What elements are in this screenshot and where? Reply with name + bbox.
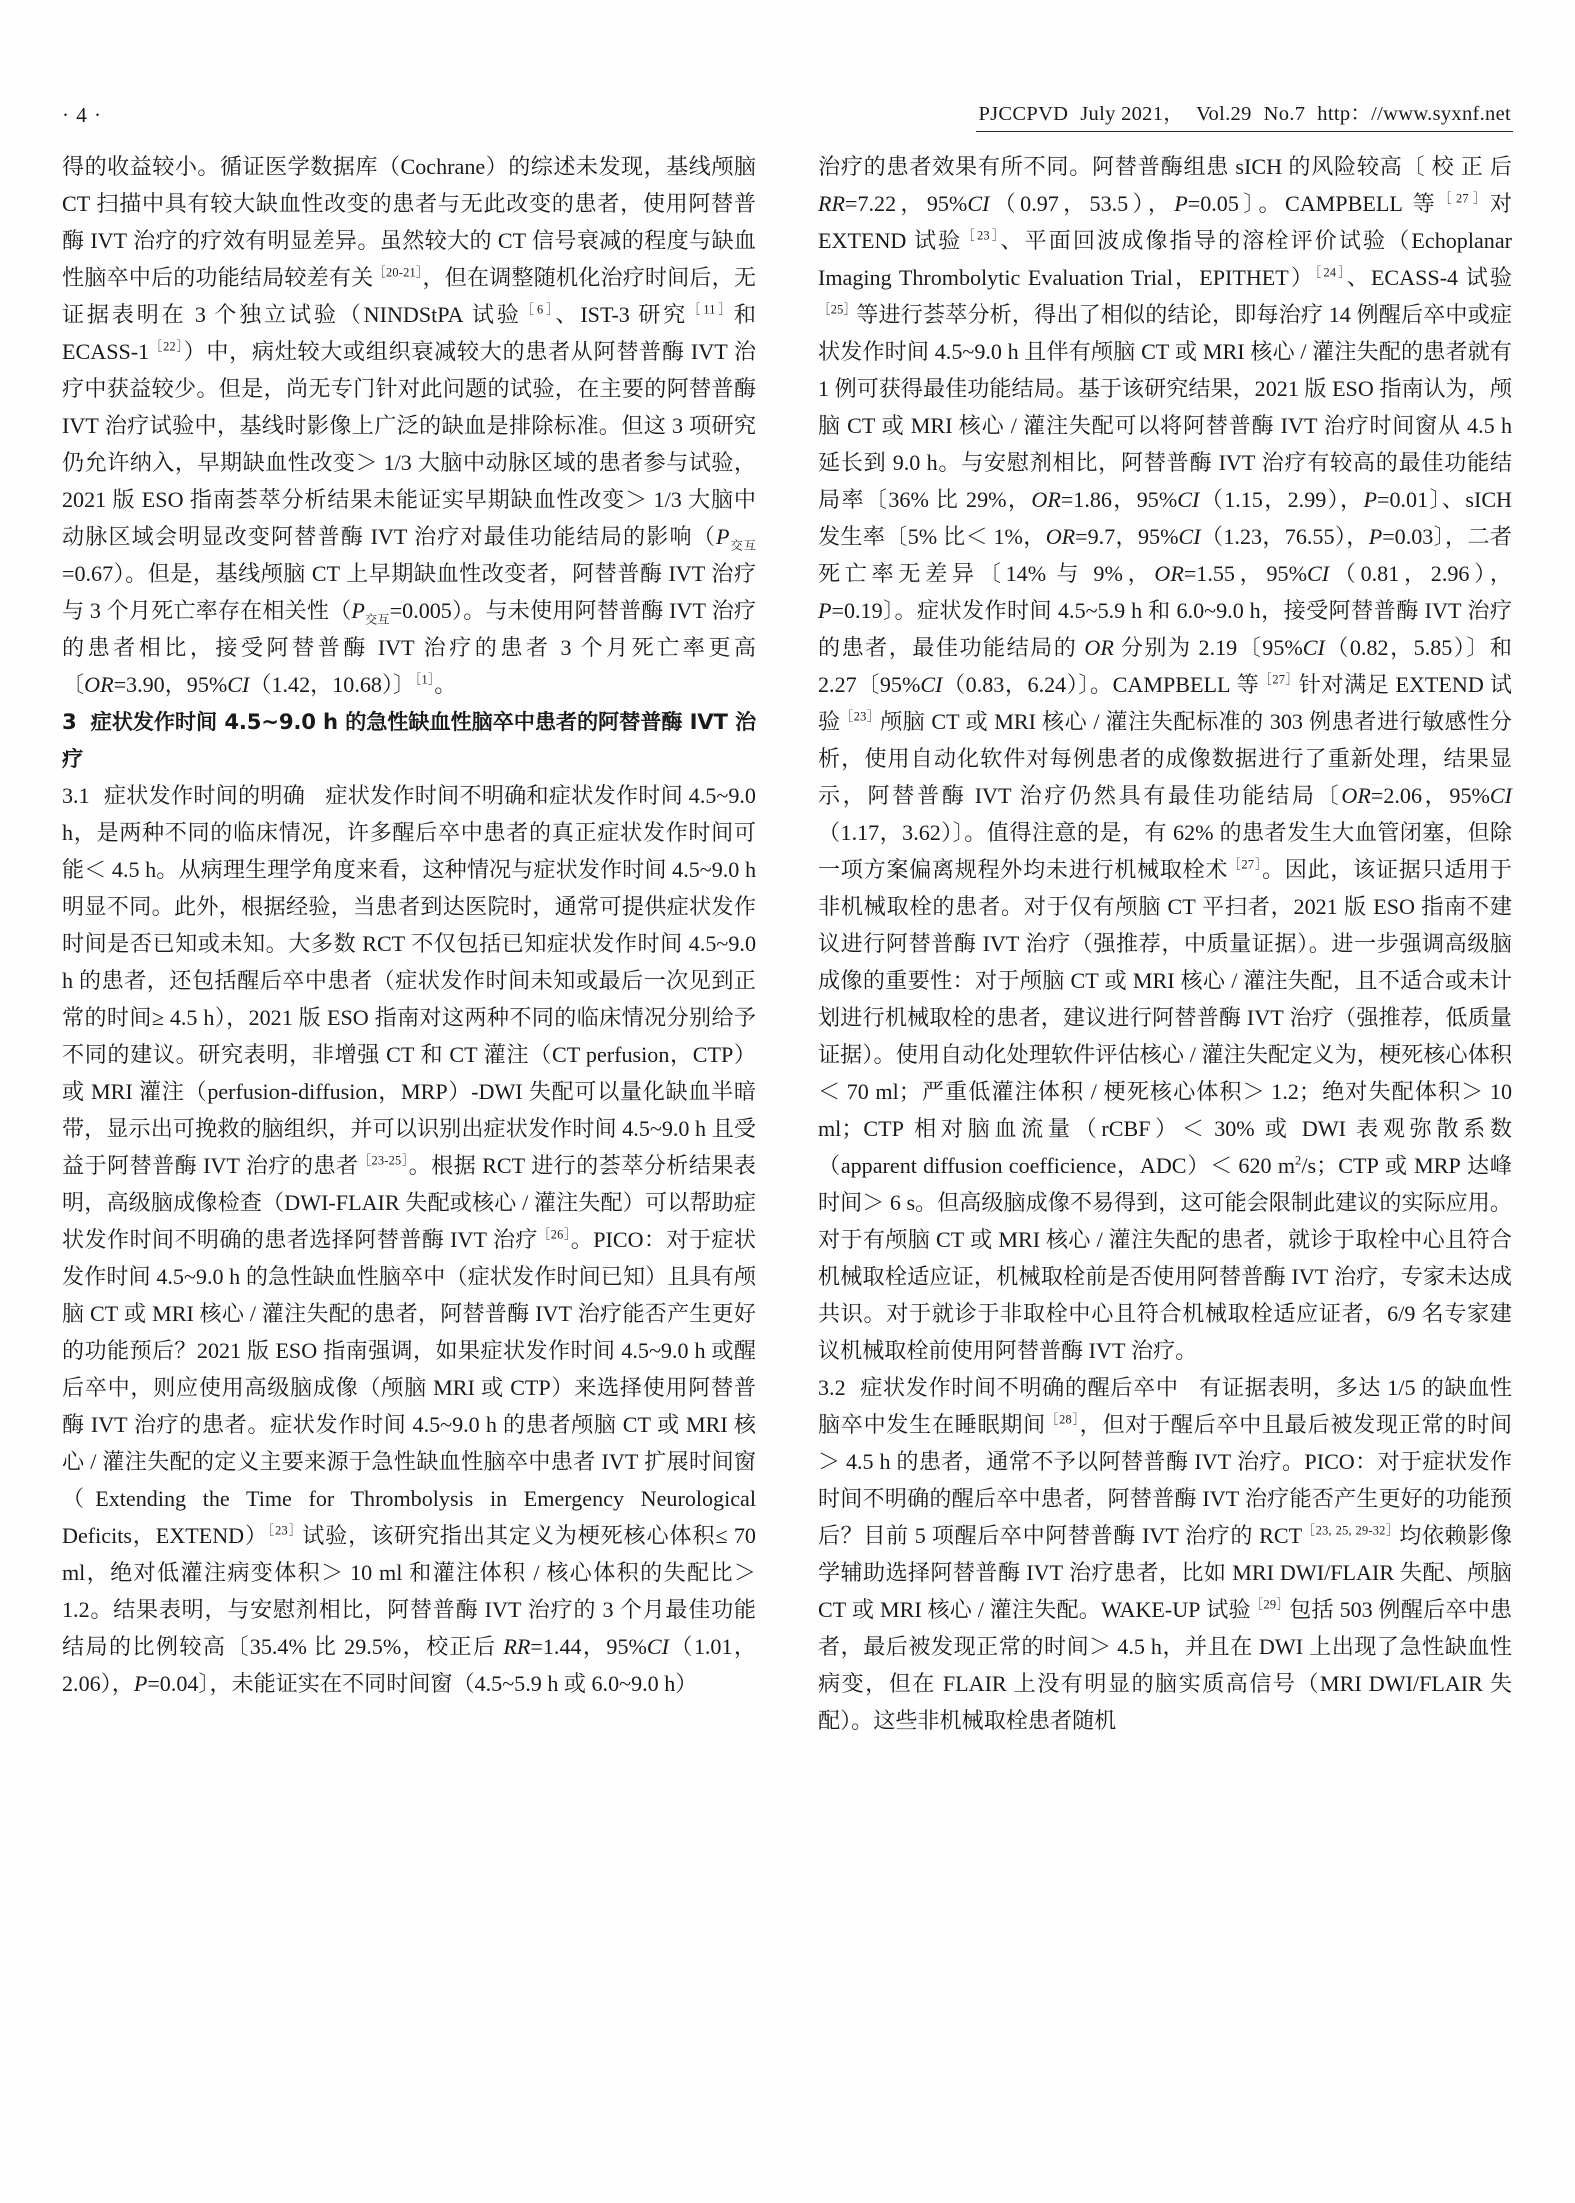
journal-abbreviation: PJCCPVD [978,103,1069,125]
paragraph-section-3-2: 3.2 症状发作时间不明确的醒后卒中 有证据表明，多达 1/5 的缺血性脑卒中发生在睡眠期间$^{[28]}$，但对于醒后卒中且最后被发现正常的时间＞ 4.5 h 的患者，通常不予以阿替普酶 IVT 治疗。PICO：对于症状发作时间不明确的醒后卒中患者，阿替普酶 IVT 治疗能否产生更好的功能预后？目前 5 项醒后卒中阿替普酶 IVT 治疗的 RCT$^{[23, 25, 29-32]}$均依赖影像学辅助选择阿替普酶 IVT 治疗患者，比如 MRI DWI/FLAIR 失配、颅脑 CT 或 MRI 核心 / 灌注失配。WAKE-UP 试验$^{[29]}$包括 503 例醒后卒中患者，最后被发现正常的时间＞ 4.5 h，并且在 DWI 上出现了急性缺血性病变，但在 FLAIR 上没有明显的脑实质高信号（MRI DWI/FLAIR 失配）。这些非机械取栓患者随机 [818,1375,1512,1733]
paragraph-continued-benefit: 得的收益较小。循证医学数据库（Cochrane）的综述未发现，基线颅脑 CT 扫描中具有较大缺血性改变的患者与无此改变的患者，使用阿替普酶 IVT 治疗的疗效有明显差异。虽然较大的 CT 信号衰减的程度与缺血性脑卒中后的功能结局较差有关$^{[20-21]}$，但在调整随机化治疗时间后，无证据表明在 3 个独立试验（NINDStPA 试验$^{[6]}$、IST-3 研究$^{[11]}$和 ECASS-1$^{[22]}$）中，病灶较大或组织衰减较大的患者从阿替普酶 IVT 治疗中获益较少。但是，尚无专门针对此问题的试验，在主要的阿替普酶 IVT 治疗试验中，基线时影像上广泛的缺血是排除标准。但这 3 项研究仍允许纳入，早期缺血性改变＞ 1/3 大脑中动脉区域的患者参与试验，2021 版 ESO 指南荟萃分析结果未能证实早期缺血性改变＞ 1/3 大脑中动脉区域会明显改变阿替普酶 IVT 治疗对最佳功能结局的影响$(P_{交互}=0.67)$。但是，基线颅脑 CT 上早期缺血性改变者，阿替普酶 IVT 治疗与 3 个月死亡率存在相关性$(P_{交互}=0.005)$。与未使用阿替普酶 IVT 治疗的患者相比，接受阿替普酶 IVT 治疗的患者 3 个月死亡率更高〔OR=3.90，95%CI（1.42，10.68）〕$^{[1]}$。 [62,154,757,697]
heading-section-3-2-number: 3.2 [818,1375,846,1400]
running-head [62,92,1513,132]
right-column [818,148,1512,2138]
heading-section-3-2 [818,1375,1199,1400]
issue-date: July 2021， [1080,103,1185,125]
body-columns [62,148,1513,2138]
heading-section-3-2-text: 症状发作时间不明确的醒后卒中 [859,1375,1179,1400]
volume-number: Vol.29 [1196,103,1252,125]
heading-section-3-1-text: 症状发作时间的明确 [103,783,306,808]
heading-section-3-text: 症状发作时间 4.5~9.0 h 的急性缺血性脑卒中患者的阿替普酶 IVT 治疗 [62,709,756,771]
journal-url[interactable]: http：//www.syxnf.net [1317,103,1511,125]
heading-section-3 [62,703,756,777]
heading-section-3-number: 3 [62,709,77,734]
page-folio: · 4 · [62,103,102,127]
issue-number: No.7 [1263,103,1306,125]
paragraph-section-3-1: 3.1 症状发作时间的明确 症状发作时间不明确和症状发作时间 4.5~9.0 h，是两种不同的临床情况，许多醒后卒中患者的真正症状发作时间可能＜ 4.5 h。从病理生理学角度来看，这种情况与症状发作时间 4.5~9.0 h 明显不同。此外，根据经验，当患者到达医院时，通常可提供症状发作时间是否已知或未知。大多数 RCT 不仅包括已知症状发作时间 4.5~9.0 h 的患者，还包括醒后卒中患者（症状发作时间未知或最后一次见到正常的时间≥ 4.5 h），2021 版 ESO 指南对这两种不同的临床情况分别给予不同的建议。研究表明，非增强 CT 和 CT 灌注（CT perfusion，CTP）或 MRI 灌注（perfusion-diffusion，MRP）-DWI 失配可以量化缺血半暗带，显示出可挽救的脑组织，并可以识别出症状发作时间 4.5~9.0 h 且受益于阿替普酶 IVT 治疗的患者$^{[23-25]}$。根据 RCT 进行的荟萃分析结果表明，高级脑成像检查（DWI-FLAIR 失配或核心 / 灌注失配）可以帮助症状发作时间不明确的患者选择阿替普酶 IVT 治疗$^{[26]}$。PICO：对于症状发作时间 4.5~9.0 h 的急性缺血性脑卒中（症状发作时间已知）且具有颅脑 CT 或 MRI 核心 / 灌注失配的患者，阿替普酶 IVT 治疗能否产生更好的功能预后？2021 版 ESO 指南强调，如果症状发作时间 4.5~9.0 h 或醒后卒中，则应使用高级脑成像（颅脑 MRI 或 CTP）来选择使用阿替普酶 IVT 治疗的患者。症状发作时间 4.5~9.0 h 的患者颅脑 CT 或 MRI 核心 / 灌注失配的定义主要来源于急性缺血性脑卒中患者 IVT 扩展时间窗（Extending the Time for Thrombolysis in Emergency Neurological Deficits，EXTEND）$^{[23]}$试验，该研究指出其定义为梗死核心体积≤ 70 ml，绝对低灌注病变体积＞ 10 ml 和灌注体积 / 核心体积的失配比＞ 1.2。结果表明，与安慰剂相比，阿替普酶 IVT 治疗的 3 个月最佳功能结局的比例较高〔35.4% 比 29.5%，校正后 RR=1.44，95%CI（1.01，2.06），P=0.04〕，未能证实在不同时间窗（4.5~5.9 h 或 6.0~9.0 h） [62,783,756,1696]
heading-section-3-1 [62,783,325,808]
heading-section-3-1-number: 3.1 [62,783,90,808]
paragraph-right-continued: 治疗的患者效果有所不同。阿替普酶组患 sICH 的风险较高〔 校 正 后 RR=7.22，95%CI（0.97，53.5），P=0.05〕。CAMPBELL 等$^{[27]}$对 EXTEND 试验$^{[23]}$、平面回波成像指导的溶栓评价试验（Echoplanar Imaging Thrombolytic Evaluation Trial，EPITHET）$^{[24]}$、ECASS-4 试验$^{[25]}$等进行荟萃分析，得出了相似的结论，即每治疗 14 例醒后卒中或症状发作时间 4.5~9.0 h 且伴有颅脑 CT 或 MRI 核心 / 灌注失配的患者就有 1 例可获得最佳功能结局。基于该研究结果，2021 版 ESO 指南认为，颅脑 CT 或 MRI 核心 / 灌注失配可以将阿替普酶 IVT 治疗时间窗从 4.5 h 延长到 9.0 h。与安慰剂相比，阿替普酶 IVT 治疗有较高的最佳功能结局率〔36% 比 29%，OR=1.86，95%CI（1.15，2.99），P=0.01〕、sICH 发生率〔5% 比＜ 1%，OR=9.7，95%CI（1.23，76.55），P=0.03〕，二者死亡率无差异〔14% 与 9%，OR=1.55，95%CI（0.81，2.96），P=0.19〕。症状发作时间 4.5~5.9 h 和 6.0~9.0 h，接受阿替普酶 IVT 治疗的患者，最佳功能结局的 OR 分别为 2.19〔95%CI（0.82，5.85）〕和 2.27〔95%CI（0.83，6.24）〕。CAMPBELL 等$^{[27]}$针对满足 EXTEND 试验$^{[23]}$颅脑 CT 或 MRI 核心 / 灌注失配标准的 303 例患者进行敏感性分析，使用自动化软件对每例患者的成像数据进行了重新处理，结果显示，阿替普酶 IVT 治疗仍然具有最佳功能结局〔OR=2.06，95%CI（1.17，3.62）〕。值得注意的是，有 62% 的患者发生大血管闭塞，但除一项方案偏离规程外均未进行机械取栓术$^{[27]}$。因此，该证据只适用于非机械取栓的患者。对于仅有颅脑 CT 平扫者，2021 版 ESO 指南不建议进行阿替普酶 IVT 治疗（强推荐，中质量证据）。进一步强调高级脑成像的重要性：对于颅脑 CT 或 MRI 核心 / 灌注失配，且不适合或未计划进行机械取栓的患者，建议进行阿替普酶 IVT 治疗（强推荐，低质量证据）。使用自动化处理软件评估核心 / 灌注失配定义为，梗死核心体积＜ 70 ml；严重低灌注体积 / 梗死核心体积＞ 1.2；绝对失配体积＞ 10 ml；CTP 相对脑血流量（rCBF）＜ 30% 或 DWI 表观弥散系数（apparent diffusion coefficience，ADC）＜ 620 m$^2$/s；CTP 或 MRP 达峰时间＞ 6 s。但高级脑成像不易得到，这可能会限制此建议的实际应用。对于有颅脑 CT 或 MRI 核心 / 灌注失配的患者，就诊于取栓中心且符合机械取栓适应证，机械取栓前是否使用阿替普酶 IVT 治疗，专家未达成共识。对于就诊于非取栓中心且符合机械取栓适应证者，6/9 名专家建议机械取栓前使用阿替普酶 IVT 治疗。 [818,154,1513,1363]
left-column [62,148,756,2138]
journal-header-info [976,96,1513,132]
